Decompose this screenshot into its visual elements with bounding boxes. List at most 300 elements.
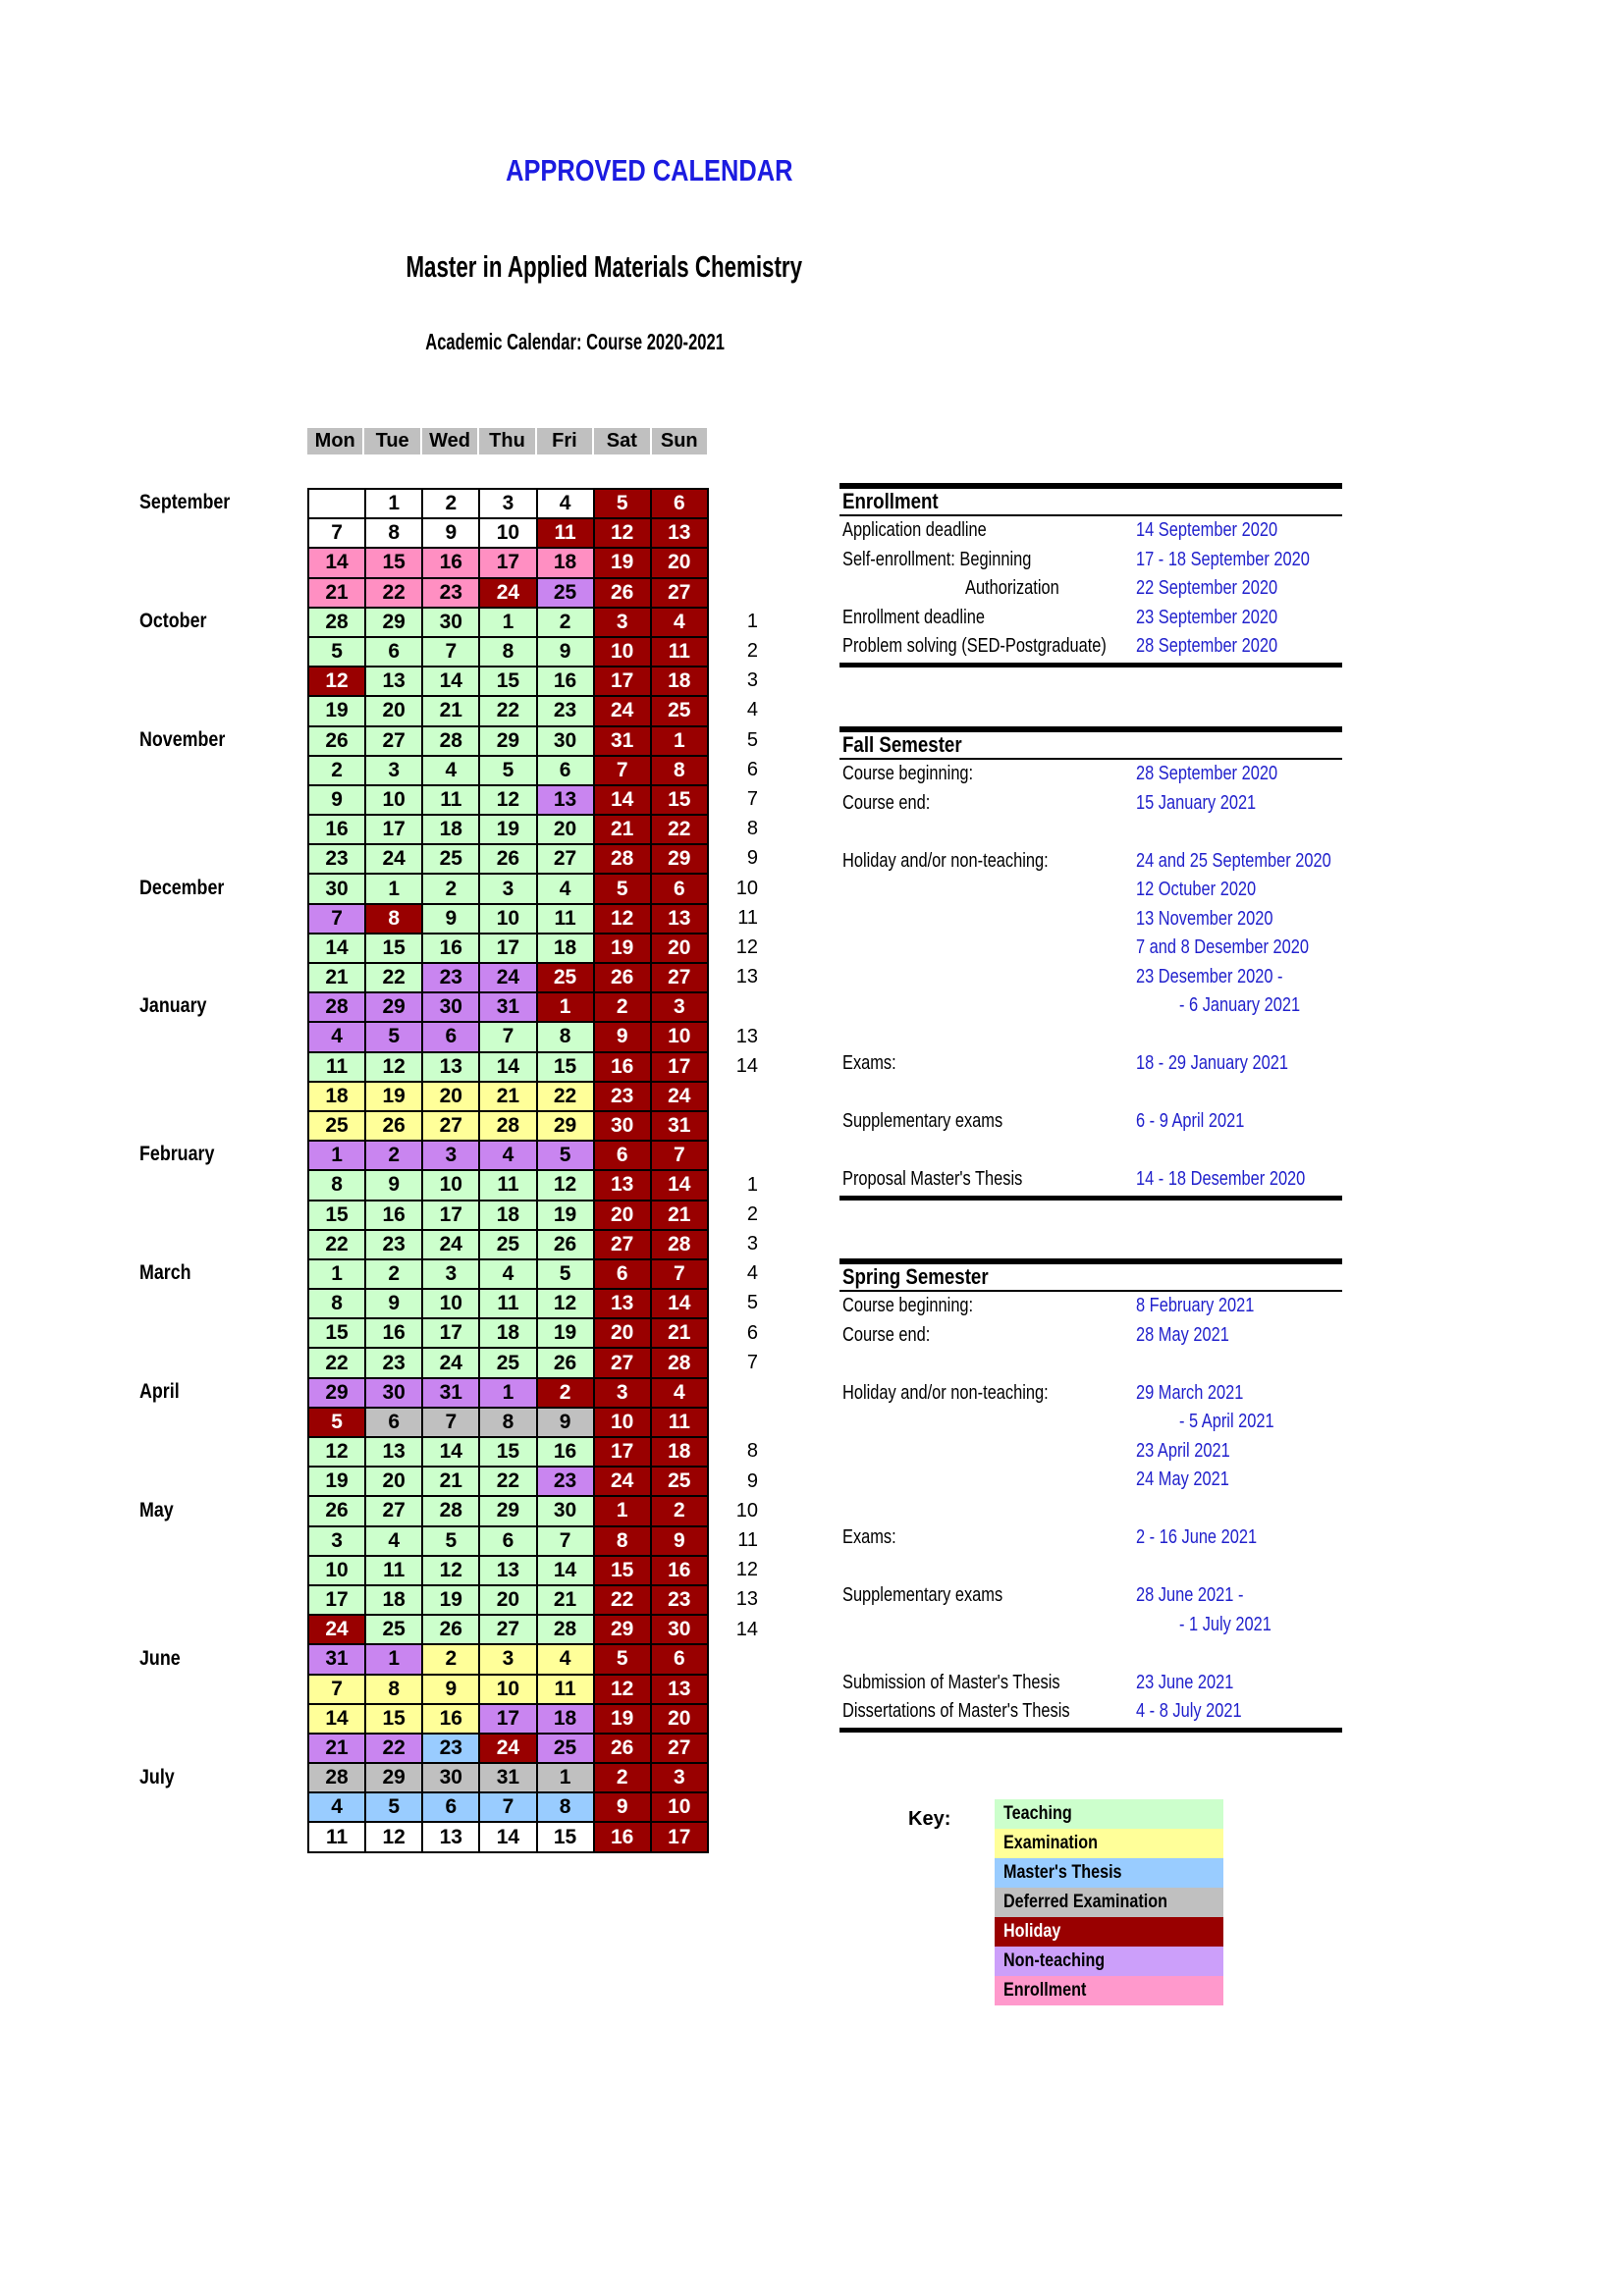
- row-value: [1136, 1107, 1269, 1137]
- row-value-text: 14 September 2020: [1136, 519, 1278, 541]
- day-cell: 31: [651, 1111, 708, 1141]
- row-value: [1136, 632, 1309, 662]
- row-value-text: 15 January 2021: [1136, 791, 1257, 814]
- section-row: [839, 1137, 1342, 1166]
- month-label: [139, 1647, 188, 1671]
- day-cell: 14: [308, 934, 365, 963]
- key-swatch-label: Holiday: [1003, 1921, 1061, 1942]
- day-cell: 11: [422, 785, 479, 815]
- section-row: [839, 1107, 1342, 1137]
- day-cell: 8: [537, 1792, 594, 1822]
- section-row: [839, 632, 1342, 662]
- row-value: [1136, 1379, 1267, 1409]
- week-number: 11: [737, 1529, 758, 1551]
- title-program: Master in Applied Materials Chemistry: [406, 249, 802, 284]
- month-label: [139, 728, 241, 752]
- week-number: 13: [735, 966, 758, 988]
- month-label: [139, 1380, 187, 1404]
- key-item: [995, 1829, 1223, 1858]
- day-cell: 8: [365, 518, 422, 548]
- day-cell: 2: [365, 1259, 422, 1289]
- day-cell: 10: [651, 1792, 708, 1822]
- day-cell: 12: [308, 1437, 365, 1467]
- section-header: [839, 483, 1342, 516]
- day-cell: 11: [308, 1052, 365, 1082]
- day-cell: 5: [308, 1408, 365, 1437]
- day-cell: 27: [537, 844, 594, 874]
- row-value: [1136, 1165, 1342, 1195]
- day-cell: 9: [537, 637, 594, 667]
- row-label: [839, 850, 1094, 872]
- day-cell: 17: [594, 1437, 651, 1467]
- day-cell: 13: [422, 1822, 479, 1851]
- week-number: 5: [746, 1292, 758, 1314]
- day-cell: 29: [479, 1496, 536, 1525]
- day-cell: 1: [594, 1496, 651, 1525]
- key-swatch-label: Non-teaching: [1003, 1950, 1106, 1971]
- day-cell: 3: [594, 608, 651, 637]
- row-value: [1136, 1669, 1255, 1698]
- day-cell: 28: [651, 1230, 708, 1259]
- day-cell: 7: [479, 1022, 536, 1051]
- day-cell: 16: [594, 1822, 651, 1851]
- month-label-text: December: [139, 876, 225, 899]
- section-row: [839, 1292, 1342, 1321]
- section-row: [839, 546, 1342, 575]
- day-cell: 26: [308, 726, 365, 756]
- row-value: [1136, 1523, 1283, 1553]
- section-row: [839, 1021, 1342, 1050]
- section-row: [839, 1321, 1342, 1351]
- day-cell: 8: [365, 1675, 422, 1704]
- row-value-text: 14 - 18 Desember 2020: [1136, 1168, 1306, 1190]
- week-number: 12: [735, 936, 758, 958]
- day-cell: 21: [651, 1201, 708, 1230]
- day-cell: 14: [479, 1052, 536, 1082]
- day-cell: 2: [537, 608, 594, 637]
- section-spring-semester: [839, 1258, 1342, 1733]
- row-label: [839, 635, 1164, 657]
- day-cell: 9: [365, 1170, 422, 1200]
- section-row: [839, 1697, 1342, 1727]
- week-number: 7: [746, 1351, 758, 1373]
- day-cell: 15: [651, 785, 708, 815]
- day-cell: 11: [537, 1675, 594, 1704]
- day-cell: 30: [537, 1496, 594, 1525]
- section-header: [839, 726, 1342, 760]
- section-row: [839, 1495, 1342, 1524]
- day-cell: 7: [537, 1526, 594, 1556]
- key-item: [995, 1917, 1223, 1947]
- day-cell: 6: [594, 1141, 651, 1170]
- day-cell: 31: [479, 992, 536, 1022]
- day-cell: 14: [479, 1822, 536, 1851]
- day-cell: 6: [594, 1259, 651, 1289]
- day-cell: 25: [308, 1111, 365, 1141]
- day-cell: 4: [479, 1141, 536, 1170]
- day-cell: 7: [651, 1259, 708, 1289]
- day-cell: 5: [365, 1792, 422, 1822]
- day-cell: 17: [479, 934, 536, 963]
- week-number: 9: [746, 847, 758, 870]
- day-cell: 7: [651, 1141, 708, 1170]
- row-label: [839, 1672, 1108, 1693]
- row-label-text: Course beginning:: [842, 763, 974, 784]
- row-value-text: - 5 April 2021: [1179, 1411, 1274, 1432]
- day-cell: 11: [651, 637, 708, 667]
- day-cell: 23: [651, 1585, 708, 1615]
- day-cell: 6: [651, 874, 708, 903]
- day-cell: 15: [308, 1201, 365, 1230]
- day-cell: 17: [422, 1318, 479, 1348]
- day-cell: 14: [594, 785, 651, 815]
- day-cell: 4: [308, 1022, 365, 1051]
- row-label-text: Proposal Master's Thesis: [842, 1168, 1023, 1190]
- day-cell: 25: [537, 1734, 594, 1763]
- row-value-text: 8 February 2021: [1136, 1295, 1255, 1316]
- day-cell: 25: [479, 1348, 536, 1377]
- title-subtitle: Academic Calendar: Course 2020-2021: [425, 329, 726, 354]
- week-number: 5: [746, 728, 758, 751]
- day-cell: 12: [594, 1675, 651, 1704]
- day-cell: 10: [594, 637, 651, 667]
- section-row: [839, 1523, 1342, 1553]
- day-cell: 1: [308, 1259, 365, 1289]
- row-value: [1136, 1321, 1250, 1351]
- day-cell: 29: [594, 1615, 651, 1644]
- day-cell: 4: [651, 1378, 708, 1408]
- day-cell: 3: [651, 1763, 708, 1792]
- day-cell: 3: [422, 1259, 479, 1289]
- day-cell: 21: [651, 1318, 708, 1348]
- day-cell: 11: [537, 518, 594, 548]
- day-cell: 19: [594, 934, 651, 963]
- row-value: [1136, 546, 1348, 575]
- day-cell: 1: [308, 1141, 365, 1170]
- day-cell: 18: [308, 1082, 365, 1111]
- key-item: [995, 1947, 1223, 1976]
- day-cell: 10: [422, 1289, 479, 1318]
- day-cell: 14: [308, 1704, 365, 1734]
- day-cell: 27: [365, 726, 422, 756]
- day-cell: 22: [651, 815, 708, 844]
- row-value-text: 12 Octuber 2020: [1136, 879, 1257, 900]
- week-number: 10: [735, 1499, 758, 1522]
- day-cell: 13: [537, 785, 594, 815]
- week-number: 8: [746, 1440, 758, 1463]
- day-cell: 3: [594, 1378, 651, 1408]
- day-cell: 19: [537, 1201, 594, 1230]
- row-value-text: 17 - 18 September 2020: [1136, 548, 1310, 570]
- day-cell: 9: [537, 1408, 594, 1437]
- day-cell: 9: [365, 1289, 422, 1318]
- key-label: Key:: [908, 1808, 951, 1830]
- day-cell: 21: [308, 963, 365, 992]
- day-cell: 3: [479, 874, 536, 903]
- day-cell: 19: [594, 1704, 651, 1734]
- day-cell: 26: [422, 1615, 479, 1644]
- day-cell: 20: [651, 1704, 708, 1734]
- row-value: [1179, 1408, 1295, 1437]
- weekday-cell: Wed: [422, 428, 477, 454]
- row-value: [1136, 1581, 1267, 1611]
- day-cell: 9: [308, 785, 365, 815]
- day-cell: 12: [537, 1289, 594, 1318]
- day-cell: 9: [422, 904, 479, 934]
- row-label-text: Exams:: [842, 1052, 896, 1074]
- day-cell: 24: [651, 1082, 708, 1111]
- day-cell: 15: [365, 548, 422, 577]
- day-cell: 12: [365, 1822, 422, 1851]
- day-cell: 2: [365, 1141, 422, 1170]
- row-value: [1136, 1466, 1250, 1495]
- day-cell: 10: [479, 518, 536, 548]
- day-cell: 11: [651, 1408, 708, 1437]
- month-label-text: February: [139, 1143, 215, 1166]
- row-value-text: 24 May 2021: [1136, 1468, 1229, 1490]
- day-cell: 29: [308, 1378, 365, 1408]
- day-cell: 31: [479, 1763, 536, 1792]
- row-value: [1136, 574, 1309, 604]
- day-cell: 26: [594, 578, 651, 608]
- week-number: 2: [746, 640, 758, 662]
- day-cell: 27: [594, 1348, 651, 1377]
- day-cell: 20: [537, 815, 594, 844]
- day-cell: 14: [651, 1170, 708, 1200]
- day-cell: 30: [422, 992, 479, 1022]
- day-cell: 26: [537, 1230, 594, 1259]
- day-cell: 28: [308, 608, 365, 637]
- day-cell: 7: [422, 637, 479, 667]
- day-cell: 10: [308, 1556, 365, 1585]
- day-cell: 31: [594, 726, 651, 756]
- day-cell: 25: [537, 578, 594, 608]
- week-number: 7: [746, 788, 758, 810]
- section-row: [839, 1049, 1342, 1079]
- day-cell: 5: [594, 874, 651, 903]
- week-number: 13: [735, 1025, 758, 1047]
- day-cell: 18: [651, 1437, 708, 1467]
- day-cell: 18: [537, 548, 594, 577]
- day-cell: 14: [651, 1289, 708, 1318]
- day-cell: 6: [651, 489, 708, 518]
- month-label-text: January: [139, 994, 207, 1018]
- day-cell: 24: [479, 578, 536, 608]
- week-number: 4: [746, 1262, 758, 1285]
- section-row: [839, 847, 1342, 877]
- day-cell: 19: [365, 1082, 422, 1111]
- week-number: 13: [735, 1588, 758, 1611]
- day-cell: 2: [594, 992, 651, 1022]
- day-cell: 22: [365, 1734, 422, 1763]
- day-cell: 28: [422, 1496, 479, 1525]
- row-label-text: Self-enrollment: Beginning: [842, 548, 1032, 570]
- day-cell: 5: [594, 489, 651, 518]
- day-cell: 1: [651, 726, 708, 756]
- day-cell: 3: [422, 1141, 479, 1170]
- weekday-cell: Sat: [594, 428, 649, 454]
- day-cell: 23: [365, 1230, 422, 1259]
- row-label: [839, 763, 1001, 784]
- day-cell: 20: [651, 548, 708, 577]
- day-cell: 6: [365, 1408, 422, 1437]
- day-cell: 16: [308, 815, 365, 844]
- day-cell: 20: [479, 1585, 536, 1615]
- day-cell: 19: [422, 1585, 479, 1615]
- day-cell: 20: [594, 1318, 651, 1348]
- day-cell: 16: [422, 1704, 479, 1734]
- row-value: [1136, 905, 1303, 934]
- row-value: [1136, 963, 1315, 992]
- day-cell: 8: [651, 756, 708, 785]
- month-label-text: March: [139, 1261, 191, 1285]
- week-number: 9: [746, 1469, 758, 1492]
- day-cell: 31: [308, 1644, 365, 1674]
- row-label: [839, 1168, 1062, 1190]
- section-bottom-bar: [839, 1196, 1342, 1201]
- row-value-text: 28 September 2020: [1136, 763, 1278, 784]
- day-cell: 2: [651, 1496, 708, 1525]
- day-cell: 23: [594, 1082, 651, 1111]
- week-number: 6: [746, 758, 758, 780]
- row-value: [1136, 516, 1309, 546]
- day-cell: 21: [422, 1467, 479, 1496]
- row-label: [839, 1324, 949, 1346]
- day-cell: 13: [651, 518, 708, 548]
- day-cell: [308, 489, 365, 518]
- section-row: [839, 876, 1342, 905]
- day-cell: 24: [594, 1467, 651, 1496]
- day-cell: 5: [537, 1259, 594, 1289]
- day-cell: 17: [479, 1704, 536, 1734]
- key-item: [995, 1799, 1223, 1829]
- row-value: [1179, 1611, 1292, 1640]
- day-cell: 13: [365, 1437, 422, 1467]
- day-cell: 28: [651, 1348, 708, 1377]
- day-cell: 30: [651, 1615, 708, 1644]
- day-cell: 27: [651, 1734, 708, 1763]
- month-label: [139, 877, 240, 900]
- day-cell: 10: [594, 1408, 651, 1437]
- day-cell: 1: [537, 992, 594, 1022]
- day-cell: 4: [479, 1259, 536, 1289]
- day-cell: 25: [651, 696, 708, 725]
- week-number: 14: [735, 1054, 758, 1077]
- day-cell: 11: [537, 904, 594, 934]
- day-cell: 12: [422, 1556, 479, 1585]
- row-label-text: Authorization: [965, 577, 1059, 599]
- weekday-header: [307, 428, 707, 454]
- day-cell: 3: [365, 756, 422, 785]
- day-cell: 13: [594, 1289, 651, 1318]
- day-cell: 29: [365, 608, 422, 637]
- day-cell: 10: [422, 1170, 479, 1200]
- day-cell: 2: [422, 489, 479, 518]
- day-cell: 19: [308, 696, 365, 725]
- day-cell: 23: [365, 1348, 422, 1377]
- day-cell: 28: [422, 726, 479, 756]
- section-enrollment: [839, 483, 1342, 667]
- day-cell: 5: [422, 1526, 479, 1556]
- weekday-cell: Thu: [479, 428, 534, 454]
- day-cell: 20: [651, 934, 708, 963]
- day-cell: 16: [537, 1437, 594, 1467]
- week-number: 1: [746, 610, 758, 632]
- row-value-text: 29 March 2021: [1136, 1381, 1244, 1404]
- day-cell: 24: [308, 1615, 365, 1644]
- day-cell: 18: [422, 815, 479, 844]
- row-value: [1179, 991, 1326, 1021]
- day-cell: 17: [422, 1201, 479, 1230]
- day-cell: 14: [422, 667, 479, 696]
- day-cell: 26: [537, 1348, 594, 1377]
- day-cell: 27: [651, 963, 708, 992]
- day-cell: 21: [422, 696, 479, 725]
- row-value-text: 7 and 8 Desember 2020: [1136, 936, 1309, 958]
- day-cell: 25: [479, 1230, 536, 1259]
- row-label-text: Exams:: [842, 1526, 896, 1548]
- section-row: [839, 1379, 1342, 1409]
- section-row: [839, 1639, 1342, 1669]
- day-cell: 14: [422, 1437, 479, 1467]
- day-cell: 8: [537, 1022, 594, 1051]
- row-value-text: 28 May 2021: [1136, 1323, 1229, 1346]
- week-number: 11: [737, 906, 758, 929]
- section-title: Enrollment: [842, 489, 939, 513]
- day-cell: 26: [365, 1111, 422, 1141]
- day-cell: 15: [537, 1822, 594, 1851]
- day-cell: 27: [651, 578, 708, 608]
- day-cell: 17: [308, 1585, 365, 1615]
- day-cell: 3: [479, 1644, 536, 1674]
- day-cell: 13: [422, 1052, 479, 1082]
- day-cell: 22: [479, 696, 536, 725]
- day-cell: 4: [651, 608, 708, 637]
- day-cell: 23: [422, 963, 479, 992]
- day-cell: 22: [594, 1585, 651, 1615]
- day-cell: 28: [479, 1111, 536, 1141]
- day-cell: 14: [308, 548, 365, 577]
- row-value-text: - 6 January 2021: [1179, 994, 1301, 1016]
- day-cell: 22: [308, 1348, 365, 1377]
- day-cell: 23: [422, 578, 479, 608]
- day-cell: 31: [422, 1378, 479, 1408]
- month-label: [139, 994, 219, 1018]
- key-item: [995, 1976, 1223, 2005]
- weekday-cell: Sun: [652, 428, 707, 454]
- row-value: [1136, 789, 1282, 819]
- section-fall-semester: [839, 726, 1342, 1201]
- day-cell: 24: [479, 1734, 536, 1763]
- day-cell: 13: [651, 1675, 708, 1704]
- day-cell: 23: [422, 1734, 479, 1763]
- day-cell: 12: [594, 518, 651, 548]
- day-cell: 10: [651, 1022, 708, 1051]
- week-number: 10: [735, 877, 758, 899]
- row-value: [1136, 847, 1374, 877]
- row-value-text: 23 September 2020: [1136, 606, 1278, 628]
- day-cell: 9: [594, 1022, 651, 1051]
- day-cell: 26: [308, 1496, 365, 1525]
- month-label-text: April: [139, 1380, 180, 1403]
- row-label-text: Application deadline: [842, 519, 987, 541]
- day-cell: 8: [594, 1526, 651, 1556]
- row-value: [1136, 1049, 1322, 1079]
- day-cell: 11: [479, 1289, 536, 1318]
- key-item: [995, 1858, 1223, 1888]
- row-value: [1136, 876, 1282, 905]
- day-cell: 9: [594, 1792, 651, 1822]
